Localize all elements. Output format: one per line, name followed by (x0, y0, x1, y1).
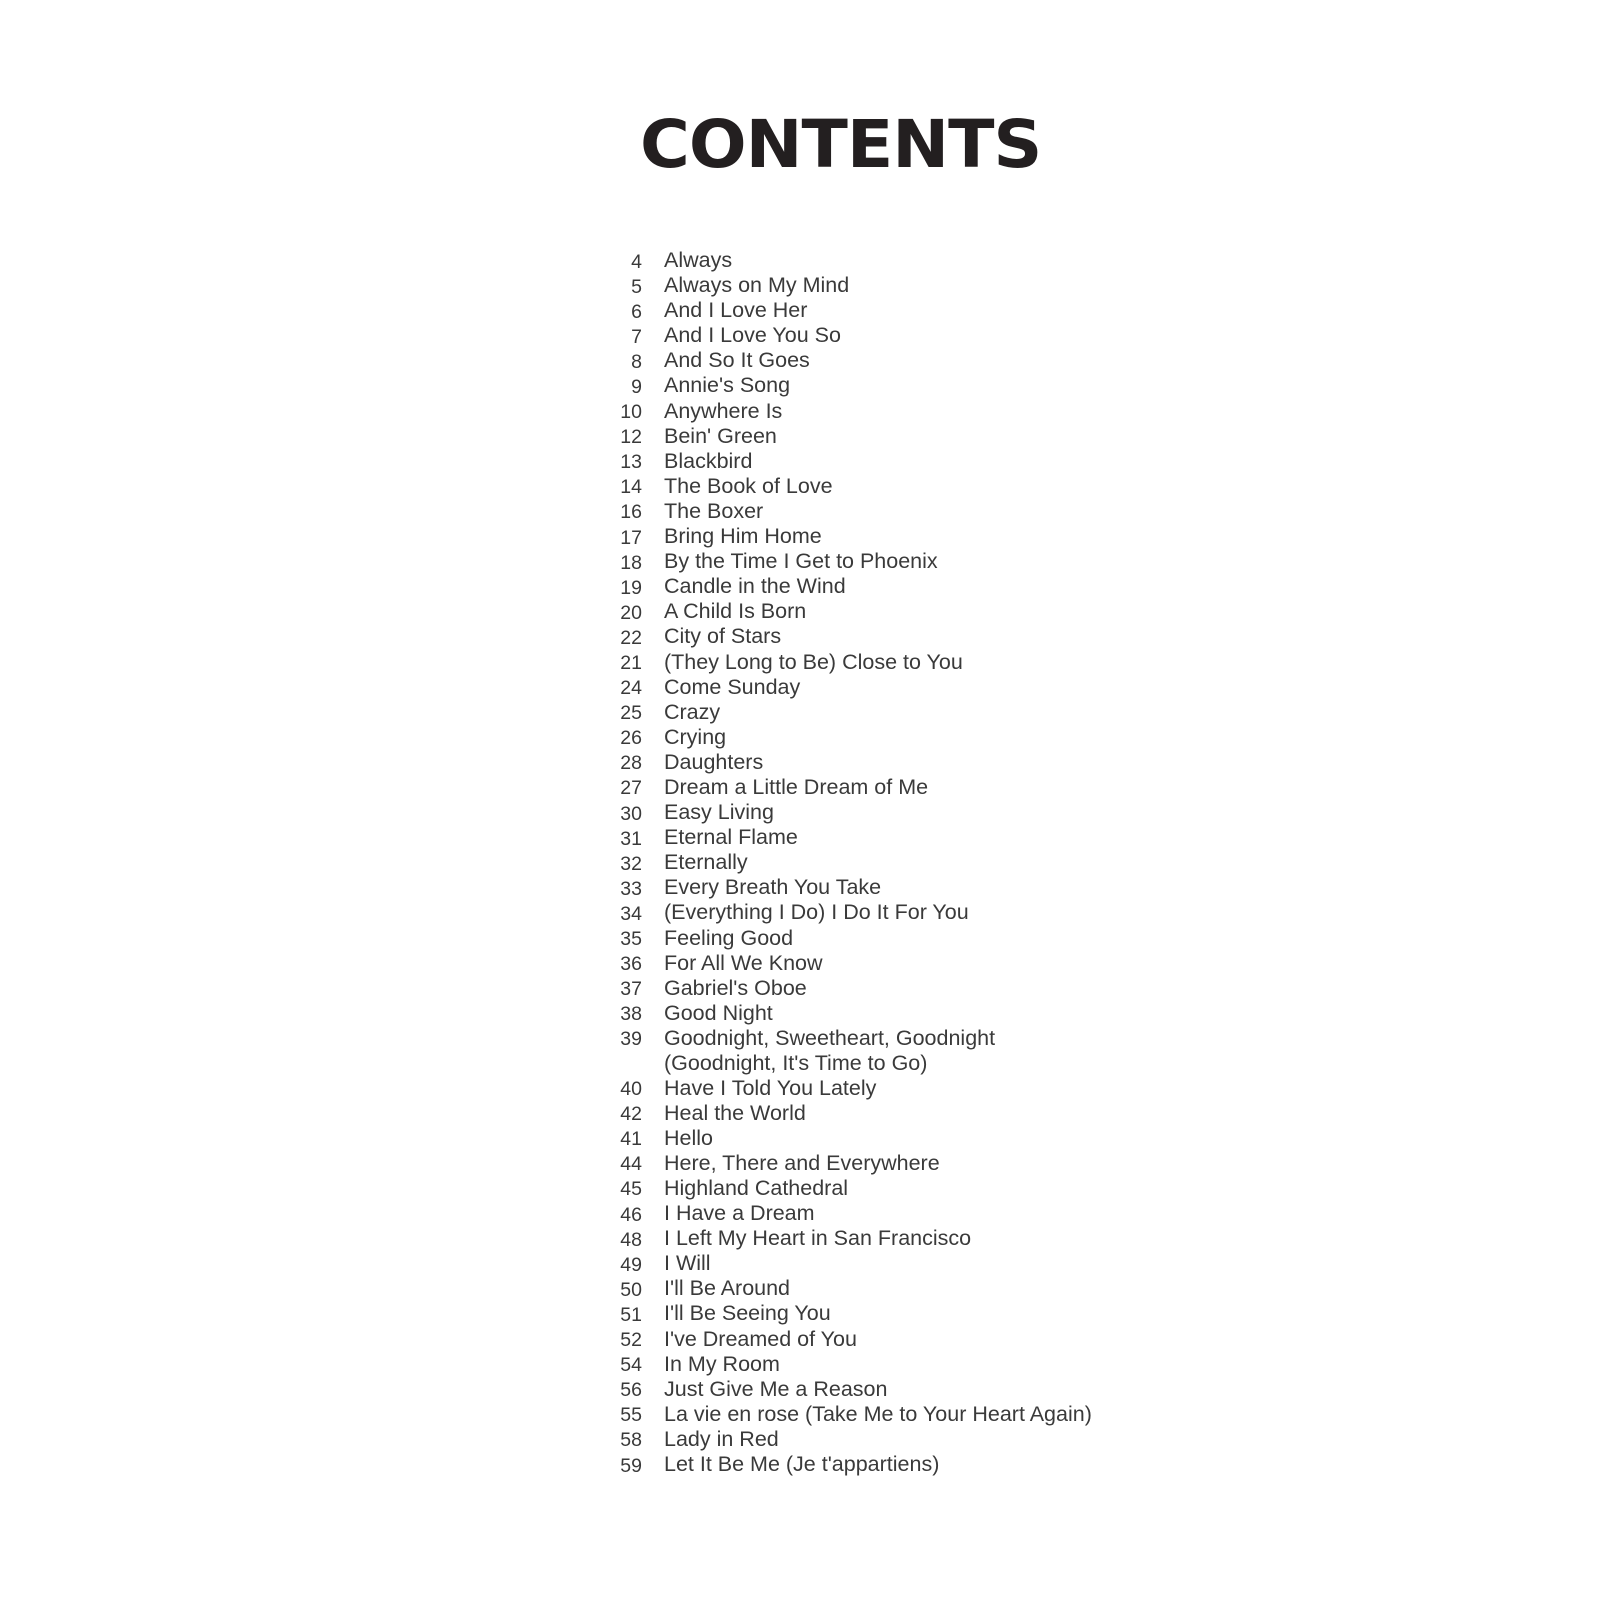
page-title: CONTENTS (640, 106, 1042, 183)
toc-entry-title: (They Long to Be) Close to You (664, 649, 963, 674)
toc-entry-title: La vie en rose (Take Me to Your Heart Again) (664, 1401, 1092, 1426)
toc-entry[interactable] (600, 574, 1500, 599)
toc-entry-page-number: 35 (620, 928, 642, 951)
toc-entry-page-number: 37 (620, 978, 642, 1001)
toc-entry-title: For All We Know (664, 950, 823, 975)
toc-entry-title: Crazy (664, 699, 721, 724)
toc-entry[interactable] (600, 875, 1500, 900)
toc-entry-title: Easy Living (664, 800, 774, 825)
toc-entry-page-number: 30 (620, 802, 642, 825)
toc-entry[interactable] (600, 599, 1500, 624)
toc-entry-title: Goodnight, Sweetheart, Goodnight (Goodnight, It's Time to Go) (664, 1025, 996, 1075)
toc-entry[interactable] (600, 399, 1500, 424)
toc-entry[interactable] (600, 424, 1500, 449)
toc-entry-title: I Will (664, 1251, 711, 1276)
toc-entry-title: Always on My Mind (664, 273, 850, 298)
toc-entry-title: Feeling Good (664, 925, 794, 950)
toc-entry[interactable] (600, 1352, 1500, 1377)
toc-entry-page-number: 25 (620, 702, 642, 725)
toc-entry-title: I'll Be Seeing You (664, 1301, 831, 1326)
toc-entry-page-number: 33 (620, 877, 642, 900)
toc-entry[interactable] (600, 248, 1500, 273)
toc-entry-title: Every Breath You Take (664, 875, 882, 900)
toc-entry-title: Blackbird (664, 448, 753, 473)
toc-entry[interactable] (600, 298, 1500, 323)
toc-entry[interactable] (600, 1276, 1500, 1301)
toc-entry-page-number: 7 (631, 325, 642, 348)
toc-entry-title: Always (664, 248, 733, 272)
toc-entry[interactable] (600, 1427, 1500, 1452)
toc-entry-title: Heal the World (664, 1100, 806, 1125)
toc-entry-title: I'll Be Around (664, 1276, 791, 1301)
toc-entry-title: Eternal Flame (664, 825, 798, 850)
toc-entry-page-number: 56 (620, 1379, 642, 1402)
toc-entry[interactable] (600, 1176, 1500, 1201)
toc-entry[interactable] (600, 323, 1500, 348)
toc-entry[interactable] (600, 1251, 1500, 1276)
toc-entry-page-number: 18 (620, 551, 642, 574)
toc-entry-title: Annie's Song (664, 373, 791, 398)
toc-entry-title: And I Love You So (664, 323, 841, 348)
toc-entry[interactable] (600, 976, 1500, 1001)
toc-entry[interactable] (600, 650, 1500, 675)
toc-entry-page-number: 4 (631, 250, 642, 273)
toc-entry-title: Let It Be Me (Je t'appartiens) (664, 1452, 940, 1476)
toc-entry-page-number: 49 (620, 1253, 642, 1276)
toc-entry-page-number: 24 (620, 677, 642, 700)
toc-entry-title: Eternally (664, 850, 748, 875)
toc-entry[interactable] (600, 825, 1500, 850)
toc-entry-title: Hello (664, 1125, 713, 1150)
table-of-contents (600, 248, 1500, 1477)
toc-entry-title: Lady in Red (664, 1426, 779, 1451)
toc-entry[interactable] (600, 700, 1500, 725)
toc-entry-page-number: 58 (620, 1429, 642, 1452)
toc-entry-page-number: 12 (620, 426, 642, 449)
toc-entry-page-number: 48 (620, 1228, 642, 1251)
toc-entry[interactable] (600, 1201, 1500, 1226)
toc-entry-page-number: 55 (620, 1404, 642, 1427)
toc-entry-page-number: 36 (620, 953, 642, 976)
toc-entry-page-number: 20 (620, 601, 642, 624)
toc-entry-title: City of Stars (664, 624, 782, 649)
toc-entry[interactable] (600, 750, 1500, 775)
toc-entry[interactable] (600, 1151, 1500, 1176)
toc-entry-title: Dream a Little Dream of Me (664, 774, 929, 799)
toc-entry-page-number: 52 (620, 1329, 642, 1352)
toc-entry[interactable] (600, 675, 1500, 700)
toc-entry-title: Just Give Me a Reason (664, 1376, 888, 1401)
toc-entry-page-number: 32 (620, 852, 642, 875)
toc-entry-page-number: 39 (620, 1028, 642, 1051)
toc-entry-title: The Boxer (664, 498, 764, 523)
toc-entry-page-number: 40 (620, 1078, 642, 1101)
toc-entry[interactable] (600, 1126, 1500, 1151)
toc-entry-title: Good Night (664, 1000, 773, 1025)
toc-entry-title: Daughters (664, 749, 764, 774)
toc-entry-title: Come Sunday (664, 674, 801, 699)
toc-entry-title: The Book of Love (664, 473, 833, 498)
toc-entry[interactable] (600, 951, 1500, 976)
toc-entry-page-number: 19 (620, 576, 642, 599)
toc-entry-page-number: 21 (620, 652, 642, 674)
toc-entry-title: (Everything I Do) I Do It For You (664, 900, 969, 925)
toc-entry-page-number: 59 (620, 1454, 642, 1477)
toc-entry-title: Bein' Green (664, 423, 777, 448)
toc-entry[interactable] (600, 499, 1500, 524)
toc-entry-page-number: 41 (620, 1128, 642, 1151)
toc-entry-page-number: 17 (620, 526, 642, 549)
toc-entry-title: By the Time I Get to Phoenix (664, 549, 938, 574)
toc-entry-title: In My Room (664, 1351, 780, 1376)
toc-entry-page-number: 13 (620, 451, 642, 474)
toc-entry-page-number: 45 (620, 1178, 642, 1201)
toc-entry[interactable] (600, 725, 1500, 750)
toc-entry-page-number: 38 (620, 1003, 642, 1026)
toc-entry[interactable] (600, 1301, 1500, 1326)
toc-entry-page-number: 51 (620, 1303, 642, 1326)
toc-entry-title: A Child Is Born (664, 599, 807, 624)
toc-entry-page-number: 6 (631, 300, 642, 323)
toc-entry-title: And So It Goes (664, 348, 810, 373)
toc-entry-page-number: 22 (620, 626, 642, 649)
toc-entry[interactable] (600, 273, 1500, 298)
toc-entry-page-number: 50 (620, 1278, 642, 1301)
toc-entry[interactable] (600, 926, 1500, 951)
toc-entry[interactable] (600, 524, 1500, 549)
toc-entry-title: Here, There and Everywhere (664, 1150, 940, 1175)
toc-entry[interactable] (600, 1327, 1500, 1352)
toc-entry-page-number: 54 (620, 1354, 642, 1377)
toc-entry-page-number: 14 (620, 476, 642, 499)
toc-entry[interactable] (600, 373, 1500, 398)
toc-entry-page-number: 16 (620, 501, 642, 524)
toc-entry-title: Highland Cathedral (664, 1175, 849, 1200)
toc-entry[interactable] (600, 1452, 1500, 1477)
toc-entry-title: I've Dreamed of You (664, 1326, 857, 1351)
toc-entry[interactable] (600, 775, 1500, 800)
toc-entry-title: I Left My Heart in San Francisco (664, 1226, 972, 1251)
toc-entry-title: Crying (664, 724, 727, 749)
toc-entry[interactable] (600, 1226, 1500, 1251)
toc-entry-page-number: 28 (620, 752, 642, 775)
toc-entry[interactable] (600, 474, 1500, 499)
toc-entry[interactable] (600, 348, 1500, 373)
toc-entry[interactable] (600, 900, 1500, 925)
toc-entry[interactable] (600, 850, 1500, 875)
toc-entry-page-number: 42 (620, 1103, 642, 1126)
toc-entry[interactable] (600, 1001, 1500, 1026)
toc-entry-page-number: 5 (631, 275, 642, 298)
toc-entry-page-number: 27 (620, 777, 642, 800)
toc-entry[interactable] (600, 1076, 1500, 1101)
toc-entry-title: And I Love Her (664, 298, 808, 323)
toc-entry-page-number: 8 (631, 350, 642, 373)
toc-entry-title: Gabriel's Oboe (664, 975, 807, 1000)
toc-entry-page-number: 26 (620, 727, 642, 750)
toc-entry-title: Anywhere Is (664, 398, 783, 423)
toc-entry-page-number: 9 (631, 375, 642, 398)
toc-entry[interactable] (600, 449, 1500, 474)
toc-entry[interactable] (600, 1026, 1500, 1076)
toc-entry[interactable] (600, 1101, 1500, 1126)
toc-entry-title: Have I Told You Lately (664, 1075, 877, 1100)
toc-entry-title: Bring Him Home (664, 524, 822, 549)
toc-entry-page-number: 10 (620, 401, 642, 424)
toc-entry[interactable] (600, 1377, 1500, 1402)
toc-entry-title: Candle in the Wind (664, 574, 846, 599)
toc-entry-page-number: 34 (620, 902, 642, 925)
toc-entry-page-number: 46 (620, 1203, 642, 1226)
toc-entry-title: I Have a Dream (664, 1201, 815, 1226)
toc-entry[interactable] (600, 1402, 1500, 1427)
toc-entry[interactable] (600, 624, 1500, 649)
toc-entry-page-number: 44 (620, 1153, 642, 1176)
toc-entry[interactable] (600, 800, 1500, 825)
toc-entry[interactable] (600, 549, 1500, 574)
toc-entry-page-number: 31 (620, 827, 642, 850)
